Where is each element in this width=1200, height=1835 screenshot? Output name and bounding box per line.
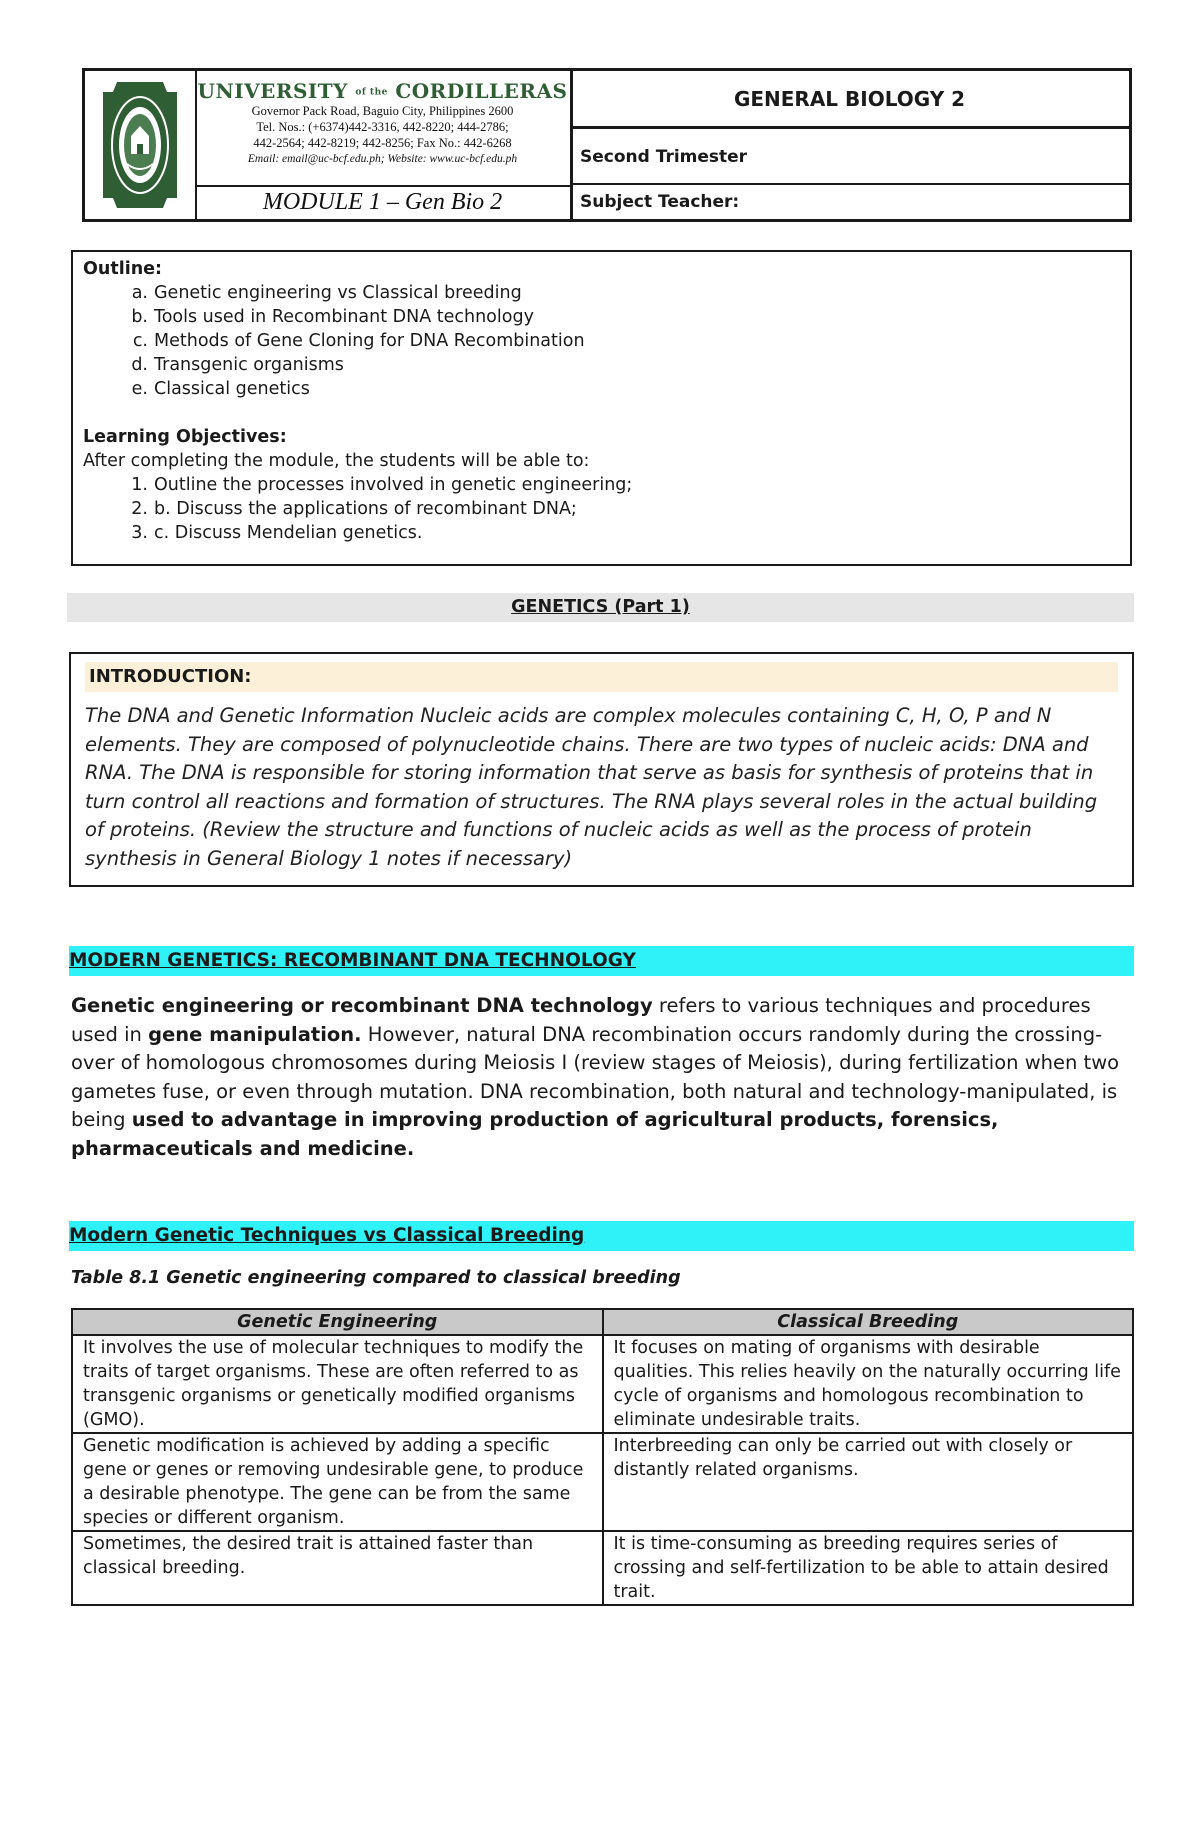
address-line: 442-2564; 442-8219; 442-8256; Fax No.: 442-6268 <box>253 136 512 150</box>
outline-list <box>83 281 1120 401</box>
outline-title: Outline: <box>83 259 163 279</box>
list-item: c. Methods of Gene Cloning for DNA Recombination <box>132 331 585 351</box>
address-line: Governor Pack Road, Baguio City, Philippines 2600 <box>251 104 514 118</box>
introduction-heading: INTRODUCTION: <box>85 662 1118 692</box>
table-cell: It is time-consuming as breeding requires series of crossing and self-fertilization to be able to attain desired trait. <box>603 1531 1134 1605</box>
table-row <box>72 1433 1133 1531</box>
paragraph-text: However, natural DNA recombination occurs randomly during the crossing-over of homologous chromosomes during Meiosis I (review stages of Meiosis), during fertilization when two gametes fuse, or even through mutation. DNA recombination, both natural and technology-manipulated, is being <box>71 1022 1120 1131</box>
introduction-box <box>69 652 1134 887</box>
module-title: MODULE 1 – Gen Bio 2 <box>262 189 503 215</box>
university-info <box>195 71 573 219</box>
objectives-title: Learning Objectives: <box>83 427 287 447</box>
introduction-text: The DNA and Genetic Information Nucleic acids are complex molecules containing C, H, O, P and N elements. They are composed of polynucleotide chains. There are two types of nucleic acids: DNA and RNA. The DNA is responsible for storing information that serve as basis for synthesis of proteins that in turn control all reactions and formation of structures. The RNA plays several roles in the actual building of proteins. (Review the structure and functions of nucleic acids as well as the process of protein synthesis in General Biology 1 notes if necessary) <box>85 704 1098 870</box>
university-name <box>195 79 570 103</box>
subject-teacher-label: Subject Teacher: <box>580 192 740 212</box>
paragraph-bold: Genetic engineering or recombinant DNA technology <box>71 994 653 1017</box>
list-item: 2. b. Discuss the applications of recombinant DNA; <box>131 499 577 519</box>
modern-genetics-heading-text: MODERN GENETICS: RECOMBINANT DNA TECHNOLOGY <box>69 950 636 971</box>
university-address <box>195 103 570 167</box>
university-name-suffix: CORDILLERAS <box>395 79 568 103</box>
university-name-prefix: UNIVERSITY <box>197 79 348 103</box>
table-caption: Table 8.1 Genetic engineering compared to classical breeding <box>71 1268 681 1288</box>
comparison-table <box>71 1308 1134 1606</box>
university-seal-icon <box>97 78 183 212</box>
list-item: 1. Outline the processes involved in genetic engineering; <box>131 475 633 495</box>
column-header: Genetic Engineering <box>72 1309 603 1335</box>
subject-title: GENERAL BIOLOGY 2 <box>570 71 1129 129</box>
genetics-section-title: GENETICS (Part 1) <box>67 593 1134 622</box>
objectives-intro: After completing the module, the students will be able to: <box>83 451 590 471</box>
paragraph-bold: gene manipulation. <box>148 1022 362 1046</box>
techniques-heading-text: Modern Genetic Techniques vs Classical Breeding <box>69 1225 585 1246</box>
modern-genetics-heading <box>69 946 1134 976</box>
recombinant-dna-paragraph <box>71 992 1136 1163</box>
table-cell: Genetic modification is achieved by adding a specific gene or genes or removing undesirable gene, to produce a desirable phenotype. The gene can be from the same species or different organism. <box>72 1433 603 1531</box>
paragraph-bold: used to advantage in improving production of agricultural products, forensics, pharmaceuticals and medicine. <box>71 1108 999 1160</box>
paragraph-text: refers to various techniques and procedures used in <box>71 994 1091 1046</box>
objectives-list <box>83 473 1120 545</box>
outline-box <box>71 250 1132 566</box>
list-item: a. Genetic engineering vs Classical breeding <box>131 283 522 303</box>
university-name-of: of the <box>355 87 388 98</box>
university-logo <box>85 71 197 219</box>
table-cell: It focuses on mating of organisms with desirable qualities. This relies heavily on the naturally occurring life cycle of organisms and homologous recombination to eliminate undesirable traits. <box>603 1335 1134 1433</box>
column-header: Classical Breeding <box>603 1309 1134 1335</box>
table-header-row <box>72 1309 1133 1335</box>
table-row <box>72 1335 1133 1433</box>
list-item: d. Transgenic organisms <box>131 355 344 375</box>
list-item: b. Tools used in Recombinant DNA technology <box>131 307 534 327</box>
table-row <box>72 1531 1133 1605</box>
list-item: 3. c. Discuss Mendelian genetics. <box>131 523 423 543</box>
subject-info <box>570 71 1129 219</box>
trimester-label: Second Trimester <box>570 129 1129 185</box>
table-cell: Sometimes, the desired trait is attained faster than classical breeding. <box>72 1531 603 1605</box>
address-line: Tel. Nos.: (+6374)442-3316, 442-8220; 444-2786; <box>256 120 509 134</box>
module-header <box>82 68 1132 222</box>
techniques-heading <box>69 1221 1134 1251</box>
address-line: Email: email@uc-bcf.edu.ph; Website: www.uc-bcf.edu.ph <box>247 153 518 165</box>
table-cell: It involves the use of molecular techniques to modify the traits of target organisms. These are often referred to as transgenic organisms or genetically modified organisms (GMO). <box>72 1335 603 1433</box>
table-cell: Interbreeding can only be carried out with closely or distantly related organisms. <box>603 1433 1134 1531</box>
list-item: e. Classical genetics <box>131 379 310 399</box>
